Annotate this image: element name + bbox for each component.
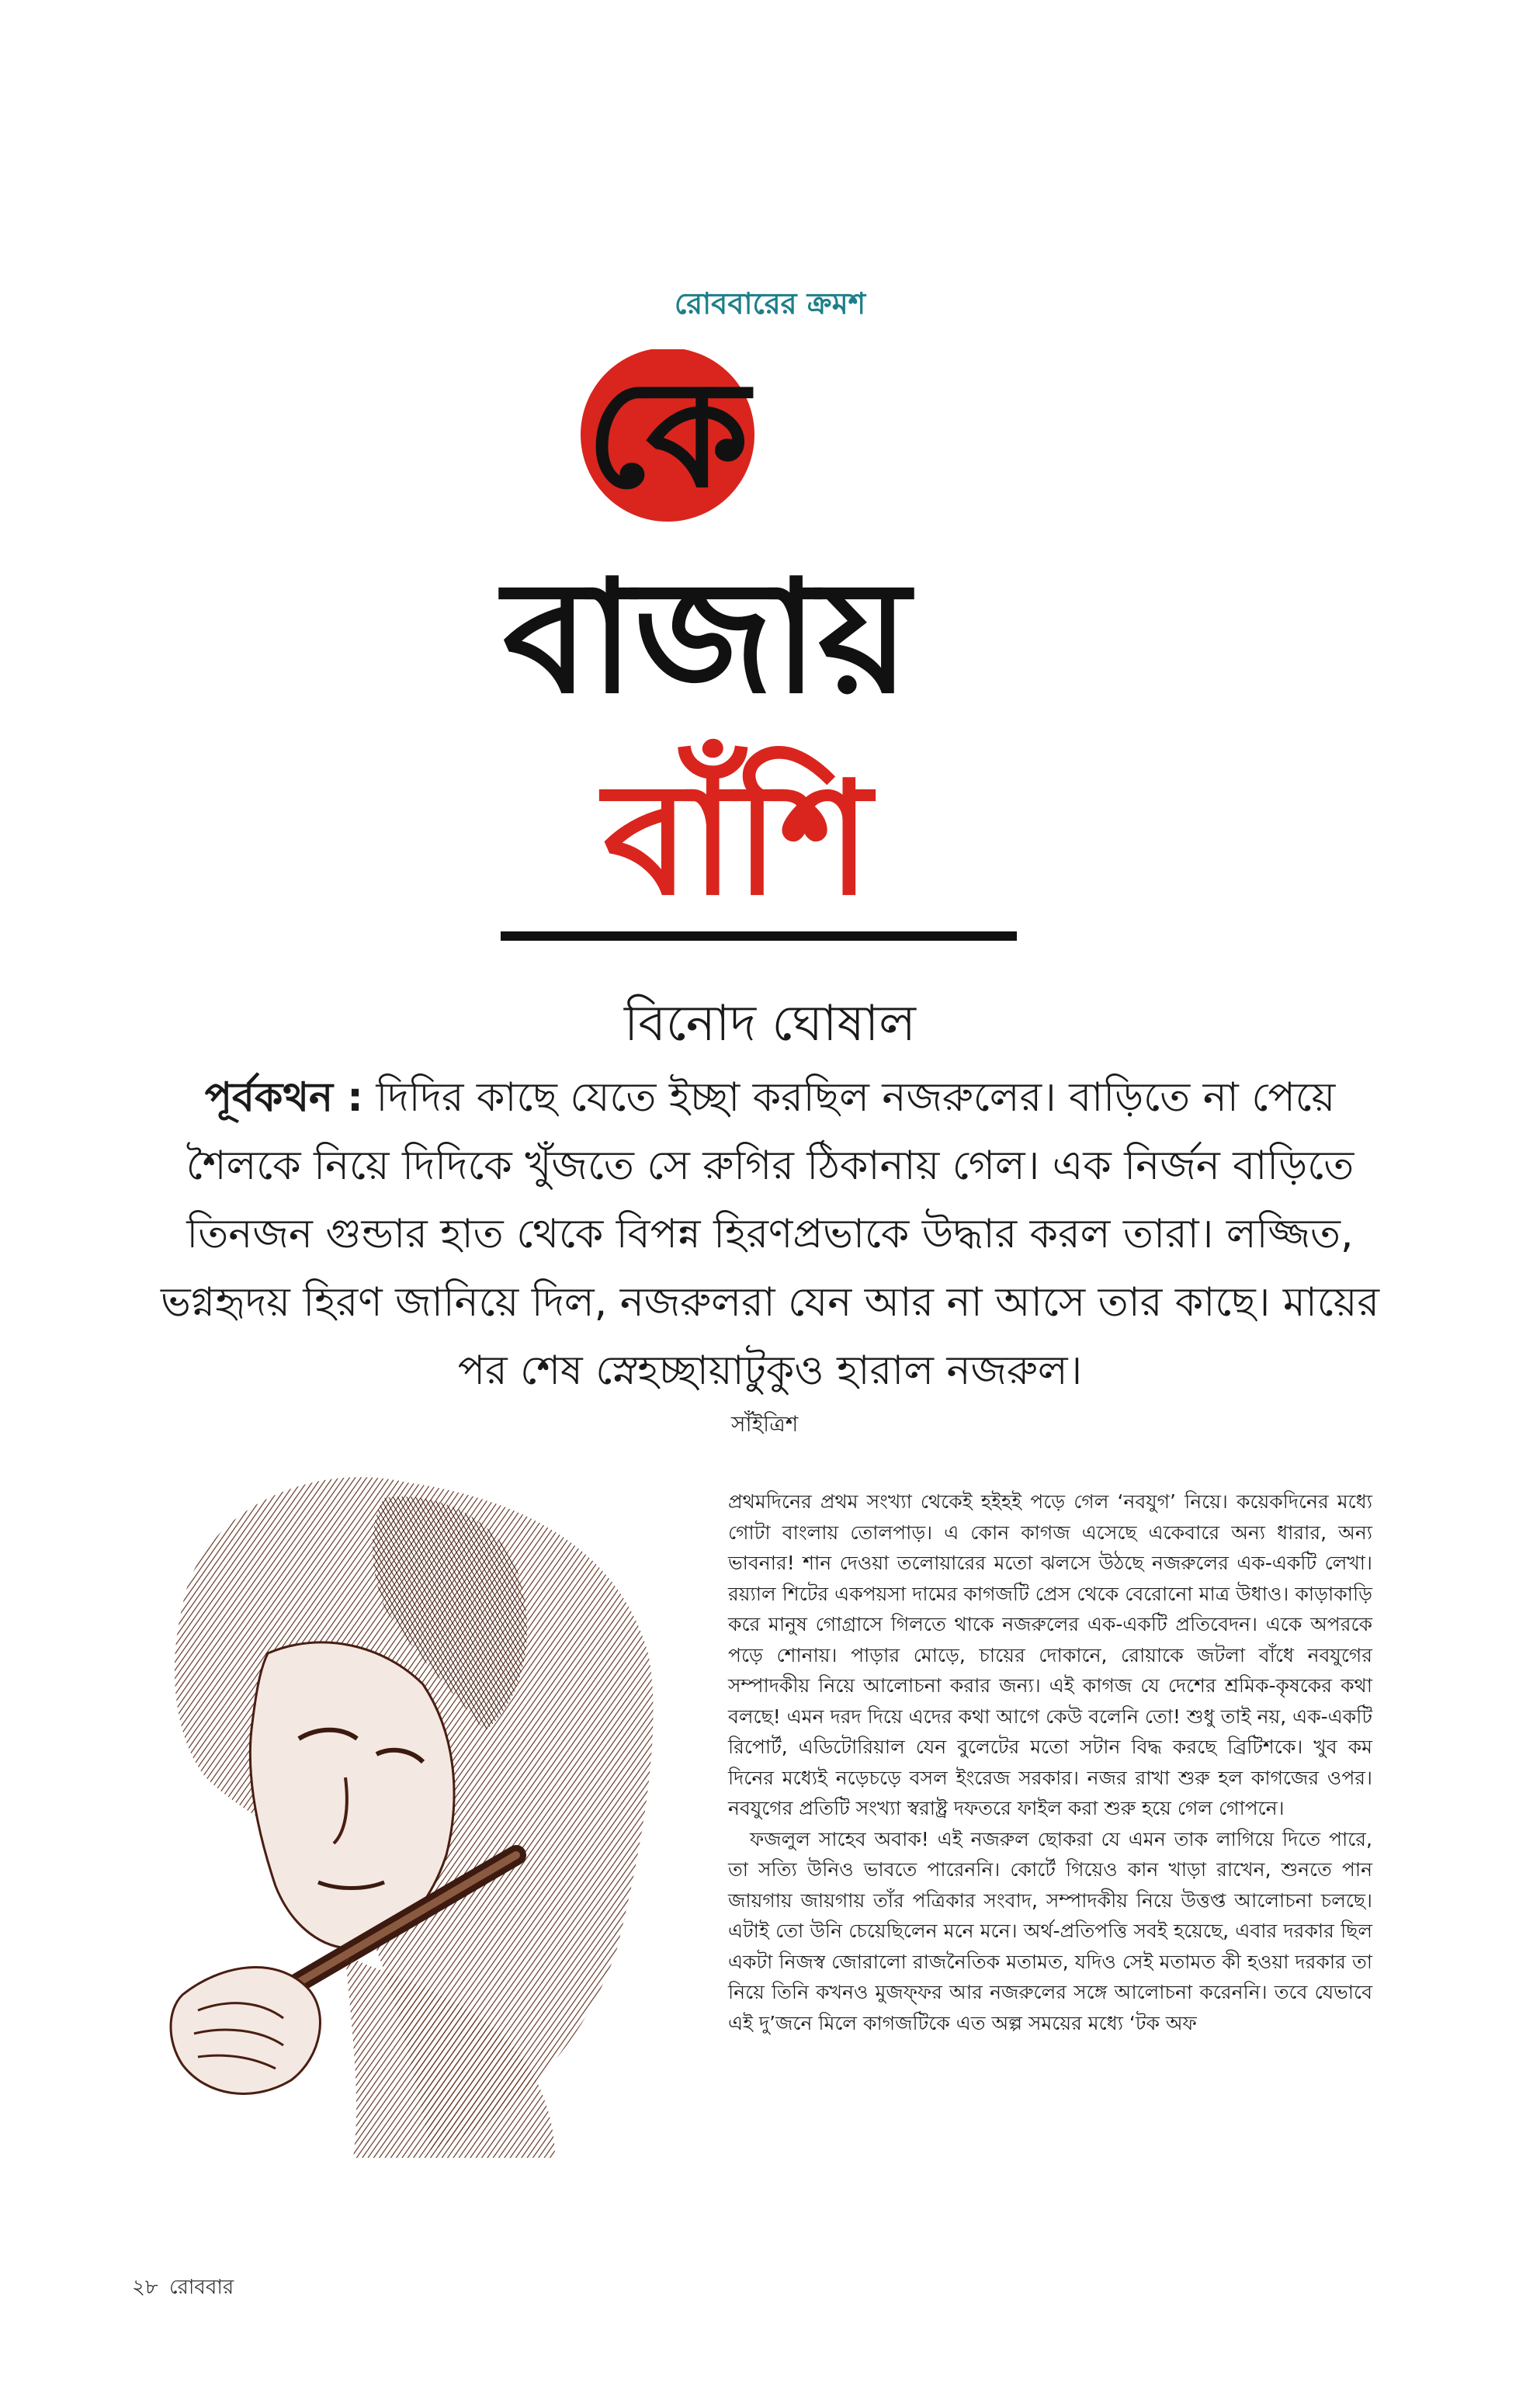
title-rule xyxy=(501,931,1017,941)
illustration-flute-player xyxy=(151,1451,668,2162)
page-number: ২৮ xyxy=(132,2276,158,2299)
title-logo-graphic xyxy=(435,349,1105,955)
author-name: বিনোদ ঘোষাল xyxy=(624,995,916,1053)
series-label: রোববারের ক্রমশ xyxy=(674,286,866,321)
title-line-2: বাজায় xyxy=(502,547,910,728)
title-logo xyxy=(435,349,1105,955)
title-line-3: বাঁশি xyxy=(603,749,872,930)
synopsis-lead: পূর্বকথন : xyxy=(204,1074,363,1121)
portrait-sketch xyxy=(151,1451,668,2162)
chapter-number: সাঁইত্রিশ xyxy=(731,1411,799,1437)
body-paragraph-1: প্রথমদিনের প্রথম সংখ্যা থেকেই হইহই পড়ে গেল ‘নবযুগ’ নিয়ে। কয়েকদিনের মধ্যে গোটা বাংলায় তোলপাড়। এ কোন কাগজ এসেছে একেবারে অন্য ধারার, অন্য ভাবনার! শান দেওয়া তলোয়ারের মতো ঝলসে উঠছে নজরুলের এক-একটি লেখা। রয়্যাল শিটের একপয়সা দামের কাগজটি প্রেস থেকে বেরোনো মাত্র উধাও। কাড়াকাড়ি করে মানুষ গোগ্রাসে গিলতে থাকে নজরুলের এক-একটি প্রতিবেদন। একে অপরকে পড়ে শোনায়। পাড়ার মোড়ে, চায়ের দোকানে, রোয়াকে জটলা বাঁধে নবযুগের সম্পাদকীয় নিয়ে আলোচনা করার জন্য। এই কাগজ যে দেশের শ্রমিক-কৃষকের কথা বলছে! এমন দরদ দিয়ে এদের কথা আগে কেউ বলেনি তো! শুধু তাই নয়, এক-একটি রিপোর্ট, এডিটোরিয়াল যেন বুলেটের মতো সটান বিদ্ধ করছে ব্রিটিশকে। খুব কম দিনের মধ্যেই নড়েচড়ে বসল ইংরেজ সরকার। নজর রাখা শুরু হল কাগজের ওপর। নবযুগের প্রতিটি সংখ্যা স্বরাষ্ট্র দফতরে ফাইল করা শুরু হয়ে গেল গোপনে। xyxy=(728,1490,1372,1819)
synopsis-text: দিদির কাছে যেতে ইচ্ছা করছিল নজরুলের। বাড়িতে না পেয়ে শৈলকে নিয়ে দিদিকে খুঁজতে সে রুগির ঠিকানায় গেল। এক নির্জন বাড়িতে তিনজন গুন্ডার হাত থেকে বিপন্ন হিরণপ্রভাকে উদ্ধার করল তারা। লজ্জিত, ভগ্নহৃদয় হিরণ জানিয়ে দিল, নজরুলরা যেন আর না আসে তার কাছে। মায়ের পর শেষ স্নেহচ্ছায়াটুকুও হারাল নজরুল। xyxy=(161,1074,1379,1394)
publication-name: রোববার xyxy=(169,2276,234,2299)
body-paragraph-2: ফজলুল সাহেব অবাক! এই নজরুল ছোকরা যে এমন তাক লাগিয়ে দিতে পারে, তা সত্যি উনিও ভাবতে পারেননি। কোর্টে গিয়েও কান খাড়া রাখেন, শুনতে পান জায়গায় জায়গায় তাঁর পত্রিকার সংবাদ, সম্পাদকীয় নিয়ে উত্তপ্ত আলোচনা চলছে। এটাই তো উনি চেয়েছিলেন মনে মনে। অর্থ-প্রতিপত্তি সবই হয়েছে, এবার দরকার ছিল একটা নিজস্ব জোরালো রাজনৈতিক মতামত, যদিও সেই মতামত কী হওয়া দরকার তা নিয়ে তিনি কখনও মুজফ্ফর আর নজরুলের সঙ্গে আলোচনা করেননি। তবে যেভাবে এই দু’জনে মিলে কাগজটিকে এত অল্প সময়ের মধ্যে ‘টক অফ xyxy=(728,1827,1372,2034)
page-footer xyxy=(132,2271,442,2305)
title-line-1: কে xyxy=(585,349,750,520)
synopsis xyxy=(155,1063,1385,1405)
body-text xyxy=(728,1486,1372,2038)
